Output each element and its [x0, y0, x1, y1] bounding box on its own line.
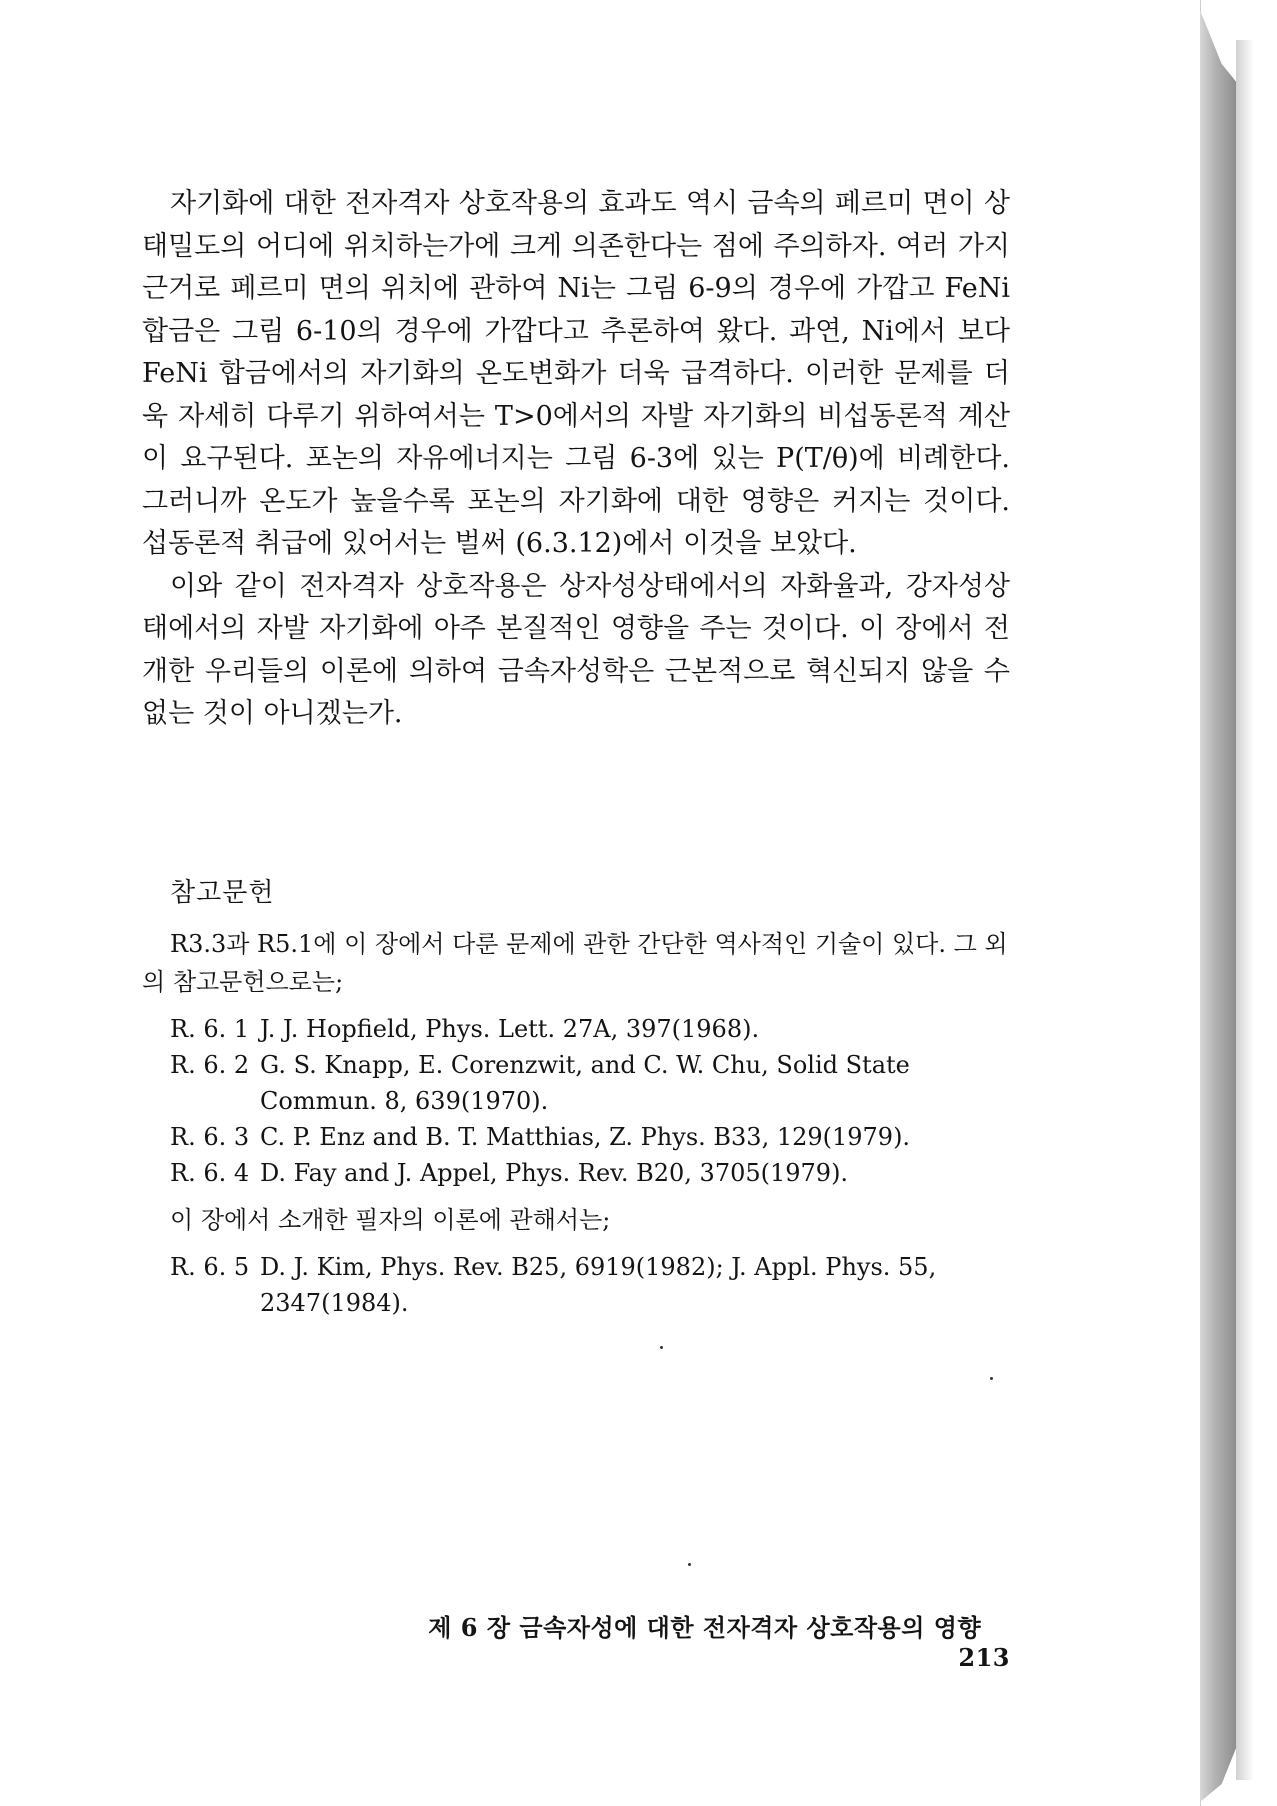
reference-citation: D. Fay and J. Appel, Phys. Rev. B20, 3705(1979).	[260, 1159, 849, 1187]
reference-item	[170, 1119, 1010, 1155]
speck	[990, 1377, 993, 1380]
paragraph: 자기화에 대한 전자격자 상호작용의 효과도 역시 금속의 페르미 면이 상태밀도의 어디에 위치하는가에 크게 의존한다는 점에 주의하자. 여러 가지 근거로 페르미 면의 위치에 관하여 Ni는 그림 6-9의 경우에 가깝고 FeNi 합금은 그림 6-10의 경우에 가깝다고 추론하여 왔다. 과연, Ni에서 보다 FeNi 합금에서의 자기화의 온도변화가 더욱 급격하다. 이러한 문제를 더욱 자세히 다루기 위하여서는 T>0에서의 자발 자기화의 비섭동론적 계산이 요구된다. 포논의 자유에너지는 그림 6-3에 있는 P(T/θ)에 비례한다. 그러니까 온도가 높을수록 포논의 자기화에 대한 영향은 커지는 것이다. 섭동론적 취급에 있어서는 벌써 (6.3.12)에서 이것을 보았다.	[142, 188, 1010, 559]
running-head: 제 6 장 금속자성에 대한 전자격자 상호작용의 영향	[428, 1613, 982, 1642]
speck	[688, 1563, 691, 1566]
reference-id: R. 6. 1	[170, 1015, 250, 1043]
reference-list-own	[142, 1249, 1010, 1321]
page-shadow	[1236, 40, 1254, 1780]
reference-item	[170, 1249, 1010, 1321]
reference-id: R. 6. 5	[170, 1253, 250, 1281]
page-number: 213	[958, 1643, 1010, 1672]
reference-citation: C. P. Enz and B. T. Matthias, Z. Phys. B33, 129(1979).	[260, 1123, 911, 1151]
running-footer	[370, 1608, 1010, 1672]
reference-citation: J. J. Hopfield, Phys. Lett. 27A, 397(1968).	[260, 1015, 760, 1043]
reference-list	[142, 1011, 1010, 1191]
reference-id: R. 6. 4	[170, 1159, 250, 1187]
reference-citation: D. J. Kim, Phys. Rev. B25, 6919(1982); J. Appl. Phys. 55, 2347(1984).	[260, 1253, 937, 1317]
references-intro: R3.3과 R5.1에 이 장에서 다룬 문제에 관한 간단한 역사적인 기술이 있다. 그 외의 참고문헌으로는;	[142, 930, 1008, 996]
reference-item	[170, 1155, 1010, 1191]
reference-item	[170, 1047, 1010, 1119]
reference-id: R. 6. 3	[170, 1123, 250, 1151]
reference-id: R. 6. 2	[170, 1051, 250, 1079]
references-note: 이 장에서 소개한 필자의 이론에 관해서는;	[170, 1206, 611, 1234]
speck	[660, 1346, 663, 1349]
page-stack-edge	[1200, 10, 1236, 1802]
paragraph: 이와 같이 전자격자 상호작용은 상자성상태에서의 자화율과, 강자성상태에서의 자발 자기화에 아주 본질적인 영향을 주는 것이다. 이 장에서 전개한 우리들의 이론에 의하여 금속자성학은 근본적으로 혁신되지 않을 수 없는 것이 아니겠는가.	[142, 570, 1010, 729]
reference-item	[170, 1011, 1010, 1047]
references-section	[142, 872, 1010, 1321]
reference-citation: G. S. Knapp, E. Corenzwit, and C. W. Chu, Solid State Commun. 8, 639(1970).	[260, 1051, 910, 1115]
references-heading: 참고문헌	[170, 878, 275, 908]
body-text	[142, 183, 1010, 736]
